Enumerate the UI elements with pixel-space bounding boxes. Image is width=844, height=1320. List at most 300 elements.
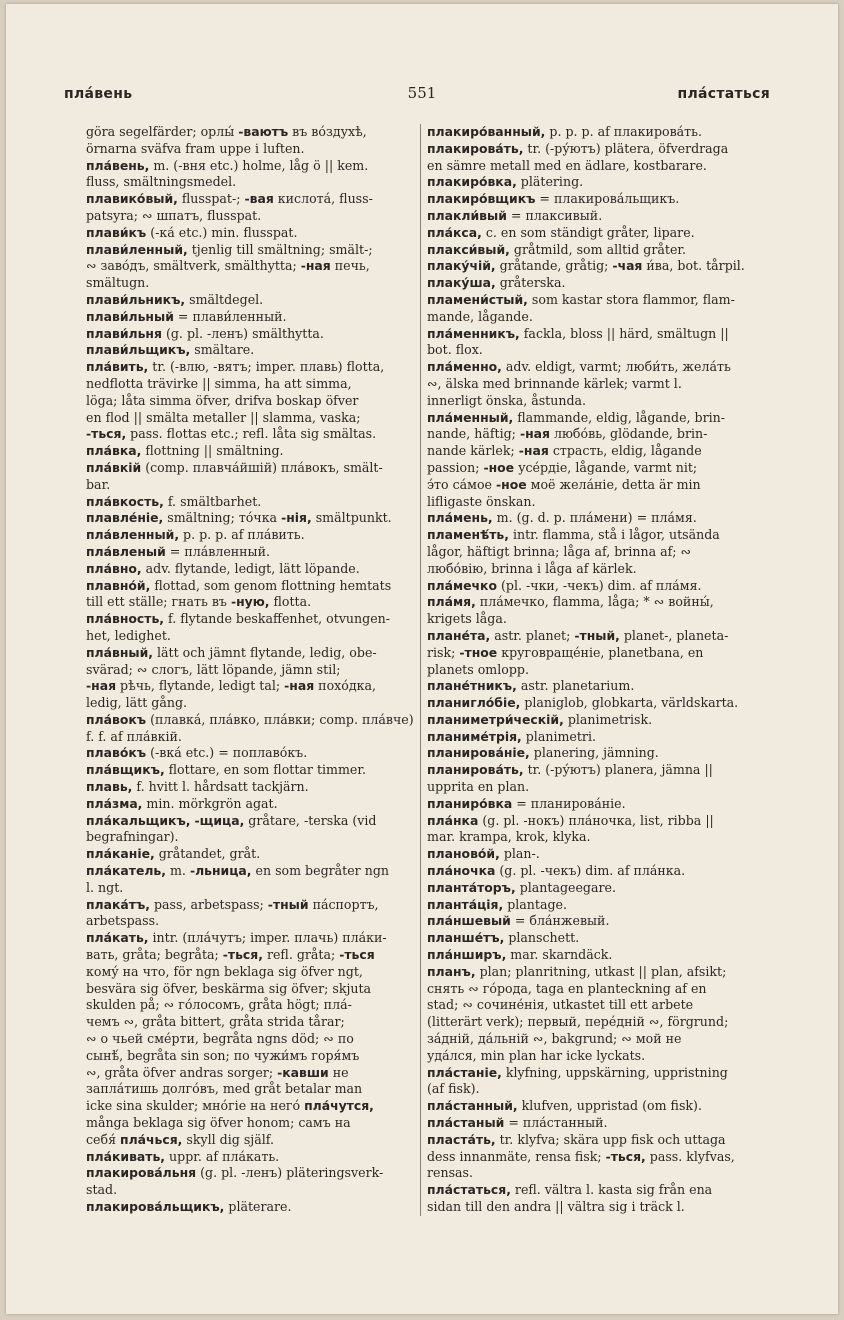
text-line: [427, 1132, 785, 1149]
headword: пла́нка: [427, 812, 479, 828]
entry-text: (g. pl. -ленъ) pläteringsverk-: [196, 1165, 384, 1181]
headword: пла́вкость,: [86, 493, 164, 509]
text-line: [86, 1031, 416, 1048]
text-line: [86, 1115, 416, 1132]
text-line: [86, 561, 416, 578]
text-line: [86, 426, 416, 443]
entry-text: усе́рдіе, lågande, varmt nit;: [514, 459, 698, 475]
headword: плавико́вый,: [86, 191, 178, 207]
text-line: [427, 561, 785, 578]
entry-text: pläterare.: [224, 1199, 292, 1214]
entry-text: skulden på; ∾ го́лосомъ, gråta högt; пла́-: [86, 997, 352, 1013]
entry-text: (pl. -чки, -чекъ) dim. af пла́мя.: [496, 577, 702, 593]
text-line: [86, 1048, 416, 1065]
text-line: [427, 158, 785, 175]
headword: плави́льный: [86, 308, 174, 324]
text-line: [427, 1065, 785, 1082]
entry-text: = планирова́ніе.: [512, 795, 626, 811]
headword: -тный: [267, 896, 309, 912]
entry-text: (g. pl. -ленъ) smälthytta.: [161, 325, 324, 341]
headword: пла́станный,: [427, 1098, 518, 1114]
headword: пла́вность,: [86, 611, 164, 627]
entry-text: en som begråter ngn: [251, 863, 389, 879]
entry-text: uppr. af пла́кать.: [165, 1148, 280, 1164]
headword: пла́менно,: [427, 359, 502, 375]
entry-text: gråtandet, gråt.: [154, 846, 261, 862]
headword: плакиро́вка,: [427, 174, 517, 190]
headword: -ться,: [86, 426, 127, 442]
right-running-headword: пла́статься: [677, 86, 770, 102]
headword: плавле́ніе,: [86, 510, 164, 526]
entry-text: besvära sig öfver, beskärma sig öfver; skjuta: [86, 980, 372, 996]
text-line: [427, 1115, 785, 1132]
entry-text: f. flytande beskaffenhet, otvungen-: [163, 611, 391, 627]
entry-text: pass. flottas etc.; refl. låta sig smältas.: [126, 426, 377, 442]
entry-text: lifligaste önskan.: [427, 493, 536, 509]
headword: планъ,: [427, 963, 476, 979]
entry-text: planering, jämning.: [529, 745, 659, 761]
headword: пла́вщикъ,: [86, 762, 165, 778]
headword: пла́мя,: [427, 594, 476, 610]
headword: -ная: [519, 426, 550, 442]
headword: пла́мень,: [427, 510, 493, 526]
text-line: [427, 527, 785, 544]
headword: пла́вить,: [86, 359, 149, 375]
entry-text: f. smältbarhet.: [163, 493, 262, 509]
text-line: [427, 242, 785, 259]
page-number: 551: [407, 84, 437, 102]
entry-text: stad.: [86, 1182, 118, 1198]
headword: пласта́ть,: [427, 1131, 496, 1147]
text-line: [427, 897, 785, 914]
headword: -кавши: [277, 1064, 329, 1080]
right-column: [420, 124, 785, 1216]
entry-text: som kastar stora flammor, flam-: [527, 291, 735, 307]
text-line: [86, 846, 416, 863]
entry-text: l. ngt.: [86, 879, 124, 895]
entry-text: = пла́вленный.: [165, 543, 270, 559]
entry-text: gråtmild, som alltid gråter.: [509, 241, 687, 257]
entry-text: flottad, som genom flottning hemtats: [150, 577, 392, 593]
entry-text: intr. (пла́чутъ; imper. плачь) пла́ки-: [148, 930, 387, 946]
entry-text: adv. eldigt, varmt; люби́ть, жела́ть: [501, 359, 731, 375]
headword: плаво́къ: [86, 745, 147, 761]
text-line: [427, 208, 785, 225]
entry-text: pass. klyfvas,: [645, 1148, 735, 1164]
text-line: [427, 628, 785, 645]
text-line: [86, 594, 416, 611]
text-line: [86, 947, 416, 964]
entry-text: = пла́станный.: [504, 1115, 608, 1131]
entry-text: rensas.: [427, 1165, 474, 1181]
text-line: [86, 494, 416, 511]
text-line: [427, 393, 785, 410]
text-line: [427, 1182, 785, 1199]
entry-text: ∾, gråta öfver andras sorger;: [86, 1064, 278, 1080]
text-line: [427, 611, 785, 628]
text-line: [86, 695, 416, 712]
entry-text: bar.: [86, 476, 111, 492]
headword: планше́тъ,: [427, 930, 505, 946]
entry-text: p. p. p. af пла́вить.: [179, 527, 305, 543]
entry-text: (-ка́ etc.) min. flusspat.: [146, 224, 298, 240]
entry-text: = плаксивый.: [506, 207, 603, 223]
entry-text: löga; låta simma öfver, drifva boskap öfver: [86, 392, 359, 408]
text-line: [427, 678, 785, 695]
headword: планово́й,: [427, 846, 500, 862]
page-header: [6, 4, 838, 114]
headword: пла́вленный,: [86, 527, 180, 543]
entry-text: похо́дка,: [314, 678, 376, 694]
headword: пла́вень,: [86, 157, 150, 173]
entry-text: m.: [165, 863, 190, 879]
text-line: [427, 1165, 785, 1182]
entry-text: krigets låga.: [427, 611, 507, 627]
headword: пла́вокъ: [86, 711, 147, 727]
entry-text: p. p. p. af плакирова́ть.: [545, 124, 703, 139]
headword: планиме́трія,: [427, 728, 522, 744]
headword: пла́менникъ,: [427, 325, 520, 341]
entry-text: plantage.: [503, 896, 568, 912]
entry-text: f. f. af пла́вкій.: [86, 728, 182, 744]
entry-text: ∾ о чьей сме́рти, begråta ngns död; ∾ по: [86, 1031, 354, 1047]
entry-text: astr. planet;: [490, 627, 575, 643]
entry-text: любо́вію, brinna i låga af kärlek.: [427, 560, 637, 576]
entry-text: уда́лся, min plan har icke lyckats.: [427, 1047, 646, 1063]
text-line: [86, 1165, 416, 1182]
text-line: [86, 981, 416, 998]
entry-text: tjenlig till smältning; smält-;: [187, 241, 373, 257]
entry-text: себя́: [86, 1131, 121, 1147]
text-line: [86, 712, 416, 729]
text-line: [86, 544, 416, 561]
headword: пла́ночка: [427, 863, 496, 879]
entry-text: ledig, lätt gång.: [86, 695, 188, 711]
text-line: [427, 997, 785, 1014]
text-line: [86, 1014, 416, 1031]
entry-text: = плакирова́льщикъ.: [535, 191, 680, 207]
text-line: [86, 796, 416, 813]
text-line: [427, 141, 785, 158]
text-line: [427, 1098, 785, 1115]
entry-text: icke sina skulder; мно́гіе на него́: [86, 1098, 305, 1114]
text-line: [86, 964, 416, 981]
entry-text: m. (g. d. p. пла́мени) = пла́мя.: [492, 510, 697, 526]
headword: плавь,: [86, 779, 133, 795]
entry-text: klufven, uppristad (om fisk).: [517, 1098, 702, 1114]
text-line: [427, 124, 785, 141]
text-line: [427, 645, 785, 662]
entry-text: en sämre metall med en ädlare, kostbarare.: [427, 157, 707, 173]
entry-text: flottare, en som flottar timmer.: [164, 762, 367, 778]
headword: пламени́стый,: [427, 291, 528, 307]
entry-text: sidan till den andra || vältra sig i träck l.: [427, 1199, 685, 1214]
text-line: [86, 662, 416, 679]
text-line: [427, 1199, 785, 1216]
entry-text: (-вка́ etc.) = поплаво́къ.: [146, 745, 308, 761]
entry-text: (g. pl. -чекъ) dim. af пла́нка.: [495, 863, 686, 879]
text-line: [427, 1149, 785, 1166]
text-line: [86, 645, 416, 662]
text-line: [427, 477, 785, 494]
text-line: [86, 258, 416, 275]
entry-text: plantageegare.: [515, 879, 616, 895]
text-line: [86, 460, 416, 477]
text-line: [427, 1048, 785, 1065]
entry-text: bot. flox.: [427, 342, 483, 358]
text-line: [86, 1065, 416, 1082]
headword: пла́кать,: [86, 930, 149, 946]
text-line: [427, 342, 785, 359]
entry-text: nedflotta trävirke || simma, ha att simma,: [86, 375, 352, 391]
entry-text: refl. gråta;: [262, 947, 340, 963]
entry-text: gråterska.: [495, 275, 566, 291]
text-line: [86, 309, 416, 326]
entry-text: innerligt önska, åstunda.: [427, 392, 587, 408]
text-line: [427, 1014, 785, 1031]
entry-text: planiglob, globkarta, världskarta.: [520, 695, 739, 711]
headword: плакиро́ванный,: [427, 124, 546, 139]
entry-text: (comp. плавча́йшій) пла́вокъ, smält-: [141, 459, 383, 475]
text-line: [86, 510, 416, 527]
text-line: [86, 527, 416, 544]
headword: пла́статься,: [427, 1182, 511, 1198]
text-line: [86, 863, 416, 880]
entry-text: smältare.: [190, 342, 255, 358]
text-line: [86, 762, 416, 779]
entry-text: passion;: [427, 459, 484, 475]
headword: планирова́ніе,: [427, 745, 530, 761]
text-line: [427, 863, 785, 880]
headword: плаку́ша,: [427, 275, 496, 291]
headword: планиметри́ческій,: [427, 711, 564, 727]
entry-text: flottning || smältning.: [141, 443, 284, 459]
entry-text: вать, gråta; begråta;: [86, 947, 223, 963]
text-line: [86, 913, 416, 930]
text-line: [427, 292, 785, 309]
text-line: [427, 258, 785, 275]
entry-text: örnarna sväfva fram uppe i luften.: [86, 140, 305, 156]
text-line: [427, 846, 785, 863]
entry-text: plan; planritning, utkast || plan, afsikt;: [475, 963, 727, 979]
entry-text: smältning; то́чка: [163, 510, 282, 526]
entry-text: planet-, planeta-: [619, 627, 729, 643]
entry-text: planschett.: [504, 930, 580, 946]
text-line: [427, 880, 785, 897]
text-line: [427, 460, 785, 477]
text-line: [427, 510, 785, 527]
headword: пла́менный,: [427, 409, 514, 425]
entry-text: planets omlopp.: [427, 661, 529, 677]
entry-text: = плави́ленный.: [173, 308, 287, 324]
text-line: [86, 745, 416, 762]
left-running-headword: пла́вень: [64, 86, 133, 102]
text-line: [427, 191, 785, 208]
headword: плави́льня: [86, 325, 162, 341]
text-line: [86, 326, 416, 343]
text-line: [86, 997, 416, 1014]
headword: пла́станіе,: [427, 1064, 502, 1080]
text-line: [86, 1081, 416, 1098]
text-line: [427, 410, 785, 427]
entry-text: рѣчь, flytande, ledigt tal;: [116, 678, 285, 694]
headword: -чая: [612, 258, 643, 274]
text-line: [86, 292, 416, 309]
entry-text: чемъ ∾, gråta bittert, gråta strida tårar;: [86, 1014, 345, 1030]
entry-text: э́то са́мое: [427, 476, 497, 492]
entry-text: c. en som ständigt gråter, lipare.: [481, 224, 695, 240]
entry-text: въ во́здухѣ,: [288, 124, 367, 139]
entry-text: снять ∾ го́рода, taga en planteckning af en: [427, 980, 707, 996]
text-line: [86, 359, 416, 376]
headword: пла́мечко: [427, 577, 497, 593]
entry-text: (g. pl. -нокъ) пла́ночка, list, ribba ||: [478, 812, 714, 828]
text-line: [427, 813, 785, 830]
text-line: [427, 695, 785, 712]
entry-text: па́спортъ,: [308, 896, 379, 912]
headword: -ную,: [230, 594, 270, 610]
entry-text: svärad; ∾ слогъ, lätt löpande, jämn stil;: [86, 661, 341, 677]
text-line: [427, 174, 785, 191]
entry-text: stad; ∾ сочине́нія, utkastet till ett arbete: [427, 997, 694, 1013]
entry-text: astr. planetarium.: [516, 678, 635, 694]
entry-text: mande, lågande.: [427, 308, 533, 324]
entry-text: smältpunkt.: [311, 510, 392, 526]
headword: пла́кса,: [427, 224, 482, 240]
headword: планта́ція,: [427, 896, 504, 912]
text-line: [86, 1182, 416, 1199]
entry-text: upprita en plan.: [427, 779, 530, 795]
text-line: [86, 611, 416, 628]
entry-text: круговраще́ніе, planetbana, en: [497, 644, 704, 660]
headword: планта́торъ,: [427, 879, 516, 895]
entry-text: göra segelfärder; орлы́: [86, 124, 239, 139]
headword: -тное: [459, 644, 498, 660]
text-line: [86, 1132, 416, 1149]
entry-text: plan-.: [499, 846, 540, 862]
headword: -ная: [86, 678, 117, 694]
entry-text: mar. krampa, krok, klyka.: [427, 829, 591, 845]
headword: пла́кальщикъ,: [86, 812, 191, 828]
text-line: [427, 1031, 785, 1048]
text-line: [427, 443, 785, 460]
text-line: [427, 225, 785, 242]
entry-text: и́ва, bot. tårpil.: [642, 258, 745, 274]
headword: -щица,: [194, 812, 245, 828]
text-line: [427, 745, 785, 762]
entry-text: smältugn.: [86, 275, 150, 291]
entry-text: f. hvitt l. hårdsatt tackjärn.: [132, 779, 309, 795]
headword: плави́ленный,: [86, 241, 188, 257]
text-line: [427, 359, 785, 376]
entry-text: refl. vältra l. kasta sig från ena: [510, 1182, 713, 1198]
entry-text: кислота́, fluss-: [273, 191, 373, 207]
entry-text: tr. (-влю, -вятъ; imper. плавь) flotta,: [148, 359, 385, 375]
text-line: [427, 426, 785, 443]
text-line: [86, 191, 416, 208]
entry-text: arbetspass.: [86, 913, 160, 929]
text-line: [427, 712, 785, 729]
entry-text: intr. flamma, stå i lågor, utsända: [508, 527, 720, 543]
entry-text: en flod || smälta metaller || slamma, vaska;: [86, 409, 361, 425]
headword: планигло́біе,: [427, 695, 521, 711]
entry-text: не: [328, 1064, 349, 1080]
text-line: [427, 376, 785, 393]
headword: плане́та,: [427, 627, 491, 643]
entry-text: nande, häftig;: [427, 426, 520, 442]
text-line: [86, 729, 416, 746]
entry-text: flammande, eldig, lågande, brin-: [513, 409, 726, 425]
headword: -ваютъ: [238, 124, 289, 139]
headword: пла́чься,: [120, 1131, 183, 1147]
entry-text: mar. skarndäck.: [506, 947, 613, 963]
text-line: [86, 880, 416, 897]
headword: пла́нширъ,: [427, 947, 507, 963]
headword: -льница,: [189, 863, 252, 879]
headword: плакли́вый: [427, 207, 507, 223]
headword: пла́вленый: [86, 543, 166, 559]
headword: плакирова́льщикъ,: [86, 1199, 225, 1214]
headword: плакирова́ть,: [427, 140, 524, 156]
text-line: [86, 158, 416, 175]
text-line: [427, 930, 785, 947]
entry-text: risk;: [427, 644, 460, 660]
entry-text: m. (-вня etc.) holme, låg ö || kem.: [149, 157, 369, 173]
headword: -ться,: [222, 947, 263, 963]
headword: планиро́вка: [427, 795, 513, 811]
text-line: [427, 913, 785, 930]
headword: плане́тникъ,: [427, 678, 517, 694]
text-line: [427, 762, 785, 779]
headword: пла́вно,: [86, 560, 142, 576]
entry-text: (af fisk).: [427, 1081, 480, 1097]
headword: плаку́чій,: [427, 258, 496, 274]
text-line: [86, 124, 416, 141]
text-line: [86, 174, 416, 191]
entry-text: любо́вь, glödande, brin-: [549, 426, 708, 442]
entry-text: lågor, häftigt brinna; låga af, brinna af; ∾: [427, 543, 692, 559]
headword: пла́зма,: [86, 795, 143, 811]
entry-text: klyfning, uppskärning, uppristning: [501, 1064, 728, 1080]
entry-text: ∾, älska med brinnande kärlek; varmt l.: [427, 375, 682, 391]
headword: -ное: [496, 476, 527, 492]
headword: пла́ншевый: [427, 913, 511, 929]
headword: пла́станый: [427, 1115, 505, 1131]
text-line: [86, 477, 416, 494]
entry-text: adv. flytande, ledigt, lätt löpande.: [141, 560, 360, 576]
text-line: [427, 729, 785, 746]
headword: плави́льщикъ,: [86, 342, 191, 358]
headword: пла́чутся,: [304, 1098, 374, 1114]
text-line: [86, 242, 416, 259]
text-line: [427, 829, 785, 846]
text-line: [86, 1149, 416, 1166]
headword: плави́къ: [86, 224, 147, 240]
entry-text: plätering.: [516, 174, 584, 190]
text-line: [86, 141, 416, 158]
text-line: [427, 796, 785, 813]
left-column: [86, 124, 416, 1216]
headword: планирова́ть,: [427, 762, 524, 778]
entry-text: begrafningar).: [86, 829, 179, 845]
entry-text: dess innanmäte, rensa fisk;: [427, 1148, 606, 1164]
headword: -ться,: [605, 1148, 646, 1164]
headword: -ная: [300, 258, 331, 274]
text-line: [427, 544, 785, 561]
headword: -ться: [339, 947, 375, 963]
entry-text: patsyra; ∾ шпатъ, flusspat.: [86, 207, 262, 223]
entry-text: сынѣ́, begråta sin son; по чужи́мъ горя́мъ: [86, 1047, 360, 1063]
